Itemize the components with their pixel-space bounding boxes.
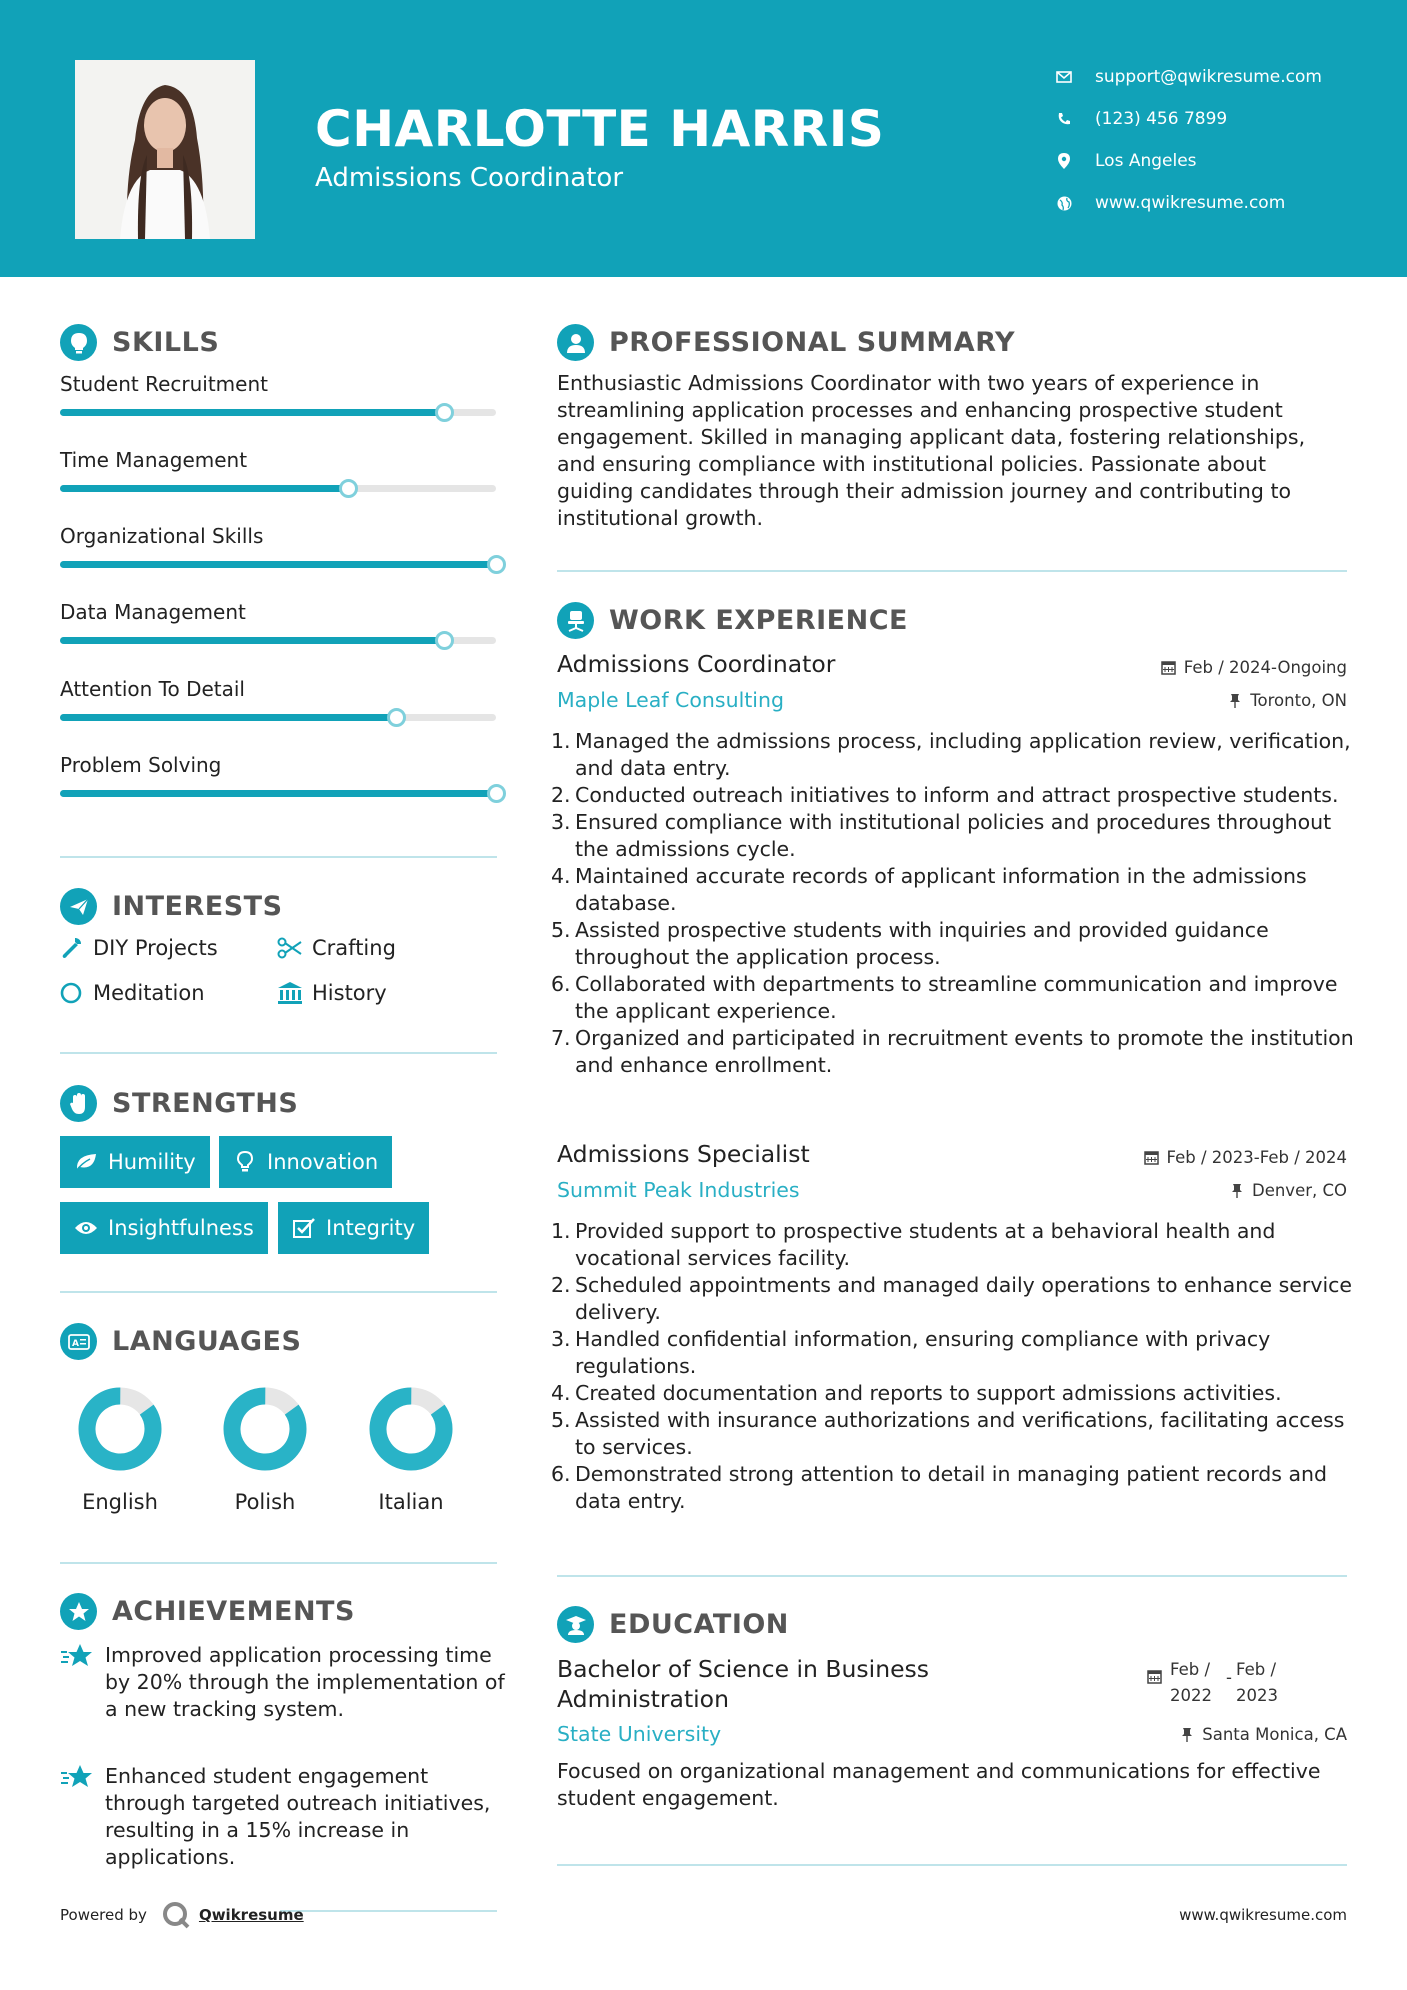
job-location: Toronto, ON	[1227, 691, 1347, 710]
list-item: 3. Handled confidential information, ensuring compliance with privacy regulations.	[551, 1327, 1271, 1378]
list-item: 7. Organized and participated in recruitment events to promote the institution and enhance enrollment.	[551, 1026, 1354, 1077]
footer-website[interactable]: www.qwikresume.com	[1179, 1906, 1347, 1924]
interests-section-heading: INTERESTS	[60, 888, 283, 925]
phone-icon	[1055, 110, 1073, 128]
skill-item: Problem Solving	[60, 753, 500, 777]
list-item: 4. Created documentation and reports to support admissions activities.	[551, 1381, 1282, 1405]
skill-bar-knob	[387, 708, 406, 727]
skill-bar-fill	[60, 485, 348, 492]
resume-header	[0, 0, 1407, 277]
education-dates: Feb / 2022 - Feb / 2023	[1147, 1657, 1288, 1709]
hand-icon	[60, 1085, 97, 1122]
eye-icon	[74, 1217, 98, 1239]
list-item: 4. Maintained accurate records of applicant information in the admissions database.	[551, 864, 1307, 915]
skill-bar-knob	[435, 631, 454, 650]
candidate-title: Admissions Coordinator	[315, 163, 624, 193]
skill-item: Attention To Detail	[60, 677, 500, 701]
interest-item: History	[277, 981, 387, 1005]
star-badge-icon	[60, 1593, 97, 1630]
interest-item: Crafting	[277, 936, 396, 960]
skill-bar-fill	[60, 790, 496, 797]
strengths-section-heading: STRENGTHS	[60, 1085, 298, 1122]
list-item: 5. Assisted with insurance authorizations and verifications, facilitating access to services.	[551, 1408, 1345, 1459]
strength-tag: Humility	[60, 1136, 210, 1188]
job-duties-list	[551, 1218, 1357, 1515]
language-donut	[341, 1385, 481, 1475]
section-divider	[60, 1291, 497, 1293]
strength-tag: Integrity	[278, 1202, 429, 1254]
pushpin-icon	[1179, 1727, 1195, 1743]
skills-section-heading: SKILLS	[60, 324, 219, 361]
language-item: Italian	[341, 1385, 481, 1479]
skill-bar-knob	[339, 479, 358, 498]
qwikresume-logo-icon	[161, 1900, 191, 1930]
skill-bar	[60, 714, 496, 721]
globe-icon	[1055, 194, 1073, 212]
list-item: 1. Managed the admissions process, including application review, verification, and data entry.	[551, 729, 1351, 780]
svg-text:A: A	[71, 1338, 79, 1349]
scissors-icon	[277, 936, 303, 960]
calendar-icon	[1161, 660, 1177, 676]
section-divider	[557, 570, 1347, 572]
skill-bar-knob	[487, 784, 506, 803]
skill-bar	[60, 561, 496, 568]
profile-photo	[75, 60, 255, 239]
pushpin-icon	[1227, 693, 1243, 709]
circle-icon	[58, 981, 84, 1005]
section-divider	[60, 1562, 497, 1564]
strength-tag: Insightfulness	[60, 1202, 268, 1254]
contact-phone[interactable]: (123) 456 7899	[1055, 98, 1322, 140]
contact-info	[1055, 56, 1322, 224]
interest-item: DIY Projects	[58, 936, 218, 960]
job-title: Admissions Coordinator	[557, 650, 836, 678]
skill-bar-fill	[60, 409, 444, 416]
lightbulb-icon	[233, 1151, 257, 1173]
job-dates: Feb / 2023-Feb / 2024	[1144, 1148, 1347, 1167]
section-divider	[557, 1575, 1347, 1577]
school-name: State University	[557, 1722, 722, 1746]
list-item: 5. Assisted prospective students with inquiries and provided guidance throughout the application process.	[551, 918, 1269, 969]
contact-email[interactable]: support@qwikresume.com	[1055, 56, 1322, 98]
list-item: 3. Ensured compliance with institutional policies and procedures throughout the admissions cycle.	[551, 810, 1332, 861]
languages-section-heading: A LANGUAGES	[60, 1323, 301, 1360]
skill-item: Student Recruitment	[60, 372, 500, 396]
office-chair-icon	[557, 602, 594, 639]
check-square-icon	[292, 1217, 316, 1239]
achievement-item: Enhanced student engagement through targeted outreach initiatives, resulting in a 15% increase in applications.	[60, 1763, 510, 1871]
location-pin-icon	[1055, 152, 1073, 170]
skill-bar	[60, 790, 496, 797]
lightbulb-icon	[60, 324, 97, 361]
interest-item: Meditation	[58, 981, 205, 1005]
paper-plane-icon	[60, 888, 97, 925]
section-divider	[557, 1864, 1347, 1866]
calendar-icon	[1144, 1150, 1160, 1166]
skill-bar-knob	[487, 555, 506, 574]
user-icon	[557, 324, 594, 361]
achievements-section-heading: ACHIEVEMENTS	[60, 1593, 355, 1630]
job-title: Admissions Specialist	[557, 1140, 810, 1168]
section-divider	[60, 856, 497, 858]
skill-bar-fill	[60, 637, 444, 644]
skill-item: Time Management	[60, 448, 500, 472]
list-item: 1. Provided support to prospective students at a behavioral health and vocational services facility.	[551, 1219, 1276, 1270]
skill-bar-knob	[435, 403, 454, 422]
achievement-item: Improved application processing time by 20% through the implementation of a new tracking system.	[60, 1642, 510, 1723]
section-divider	[60, 1052, 497, 1054]
skill-bar-fill	[60, 714, 396, 721]
star-icon	[60, 1763, 94, 1791]
leaf-icon	[74, 1151, 98, 1173]
job-dates: Feb / 2024-Ongoing	[1161, 658, 1347, 677]
skill-bar	[60, 409, 496, 416]
education-location: Santa Monica, CA	[1179, 1725, 1347, 1744]
skill-bar-fill	[60, 561, 496, 568]
job-location: Denver, CO	[1229, 1181, 1347, 1200]
museum-icon	[277, 981, 303, 1005]
education-section-heading: EDUCATION	[557, 1606, 789, 1643]
contact-website[interactable]: www.qwikresume.com	[1055, 182, 1322, 224]
wrench-icon	[58, 936, 84, 960]
contact-location: Los Angeles	[1055, 140, 1322, 182]
summary-section-heading: PROFESSIONAL SUMMARY	[557, 324, 1015, 361]
company-name: Maple Leaf Consulting	[557, 688, 785, 712]
list-item: 6. Collaborated with departments to streamline communication and improve the applicant experience.	[551, 972, 1338, 1023]
skill-item: Data Management	[60, 600, 500, 624]
section-divider	[280, 1910, 497, 1912]
candidate-name: CHARLOTTE HARRIS	[315, 100, 885, 158]
summary-text: Enthusiastic Admissions Coordinator with two years of experience in streamlining application processes and enhancing prospective student engagement. Skilled in managing applicant data, fostering relationships, and ensuring compliance with institutional policies. Passionate about guiding candidates through their admission journey and contributing to institutional growth.	[557, 371, 1306, 530]
experience-section-heading: WORK EXPERIENCE	[557, 602, 908, 639]
star-icon	[60, 1642, 94, 1670]
language-donut	[50, 1385, 190, 1475]
job-duties-list	[551, 728, 1357, 1079]
language-item: English	[50, 1385, 190, 1479]
strength-tag: Innovation	[219, 1136, 392, 1188]
skill-bar	[60, 637, 496, 644]
skill-bar	[60, 485, 496, 492]
calendar-icon	[1147, 1669, 1163, 1685]
list-item: 2. Scheduled appointments and managed daily operations to enhance service delivery.	[551, 1273, 1353, 1324]
language-donut	[195, 1385, 335, 1475]
education-description: Focused on organizational management and communications for effective student engagement.	[557, 1759, 1321, 1810]
graduate-icon	[557, 1606, 594, 1643]
list-item: 2. Conducted outreach initiatives to inform and attract prospective students.	[551, 783, 1339, 807]
pushpin-icon	[1229, 1183, 1245, 1199]
brand-link[interactable]: Qwikresume	[198, 1906, 304, 1924]
language-item: Polish	[195, 1385, 335, 1479]
footer-powered-by: Powered by Qwikresume	[60, 1900, 304, 1930]
company-name: Summit Peak Industries	[557, 1178, 800, 1202]
list-item: 6. Demonstrated strong attention to detail in managing patient records and data entry.	[551, 1462, 1328, 1513]
email-icon	[1055, 68, 1073, 86]
language-icon	[60, 1323, 97, 1360]
skill-item: Organizational Skills	[60, 524, 500, 548]
degree-title: Bachelor of Science in Business Administration	[557, 1655, 930, 1713]
